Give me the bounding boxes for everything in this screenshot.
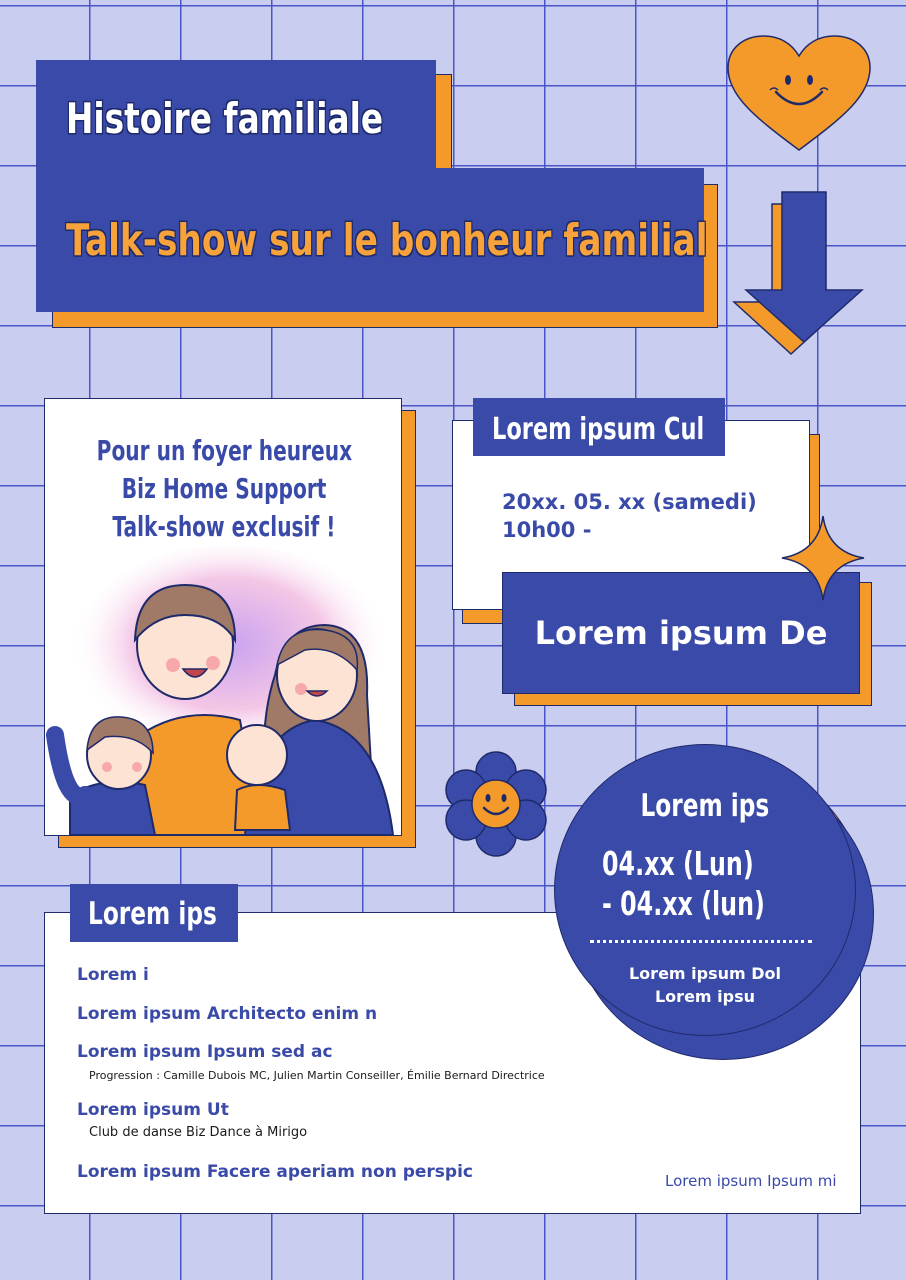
date-badge-title bbox=[554, 788, 856, 824]
poster-line-1: Pour un foyer heureux bbox=[96, 434, 352, 467]
page-subtitle: Talk-show sur le bonheur familial bbox=[66, 215, 708, 266]
program-item-4-detail: Club de danse Biz Dance à Mirigo bbox=[89, 1125, 308, 1140]
date-badge-start: 04.xx (Lun) bbox=[602, 844, 754, 883]
sparkle-star-icon bbox=[780, 514, 866, 602]
program-item-5: Lorem ipsum Facere aperiam non perspic bbox=[77, 1162, 473, 1182]
family-illustration bbox=[45, 535, 402, 835]
program-item-3: Lorem ipsum Ipsum sed ac bbox=[77, 1042, 333, 1062]
poster-line-3: Talk-show exclusif ! bbox=[112, 510, 336, 543]
footer-note: Lorem ipsum Ipsum mi bbox=[665, 1172, 837, 1190]
flower-smiley-icon bbox=[444, 750, 548, 858]
program-item-4: Lorem ipsum Ut bbox=[77, 1100, 229, 1120]
page-title: Histoire familiale bbox=[66, 94, 384, 143]
date-badge-end: - 04.xx (lun) bbox=[602, 884, 765, 923]
arrow-down-icon bbox=[730, 190, 870, 358]
program-label: Lorem ips bbox=[88, 896, 217, 932]
date-badge-subtext bbox=[554, 962, 856, 1008]
date-badge-divider bbox=[590, 940, 812, 943]
event-date-line-1: 20xx. 05. xx (samedi) bbox=[502, 490, 757, 514]
heart-smiley-icon bbox=[726, 34, 872, 154]
event-date bbox=[502, 488, 757, 544]
program-item-2: Lorem ipsum Architecto enim n bbox=[77, 1004, 378, 1024]
poster-line-2: Biz Home Support bbox=[121, 472, 327, 505]
cta-button-label: Lorem ipsum De bbox=[534, 614, 828, 652]
info-label: Lorem ipsum Cul bbox=[492, 412, 705, 447]
date-badge-title-text: Lorem ips bbox=[640, 788, 770, 824]
date-badge-sub-2: Lorem ipsu bbox=[654, 987, 756, 1006]
event-date-line-2: 10h00 - bbox=[502, 518, 592, 542]
program-item-3-detail: Progression : Camille Dubois MC, Julien Martin Conseiller, Émilie Bernard Directrice bbox=[89, 1069, 545, 1082]
date-badge-range bbox=[602, 844, 765, 924]
program-item-1: Lorem i bbox=[77, 965, 149, 985]
date-badge-sub-1: Lorem ipsum Dol bbox=[628, 964, 782, 983]
poster-headline bbox=[46, 432, 402, 546]
